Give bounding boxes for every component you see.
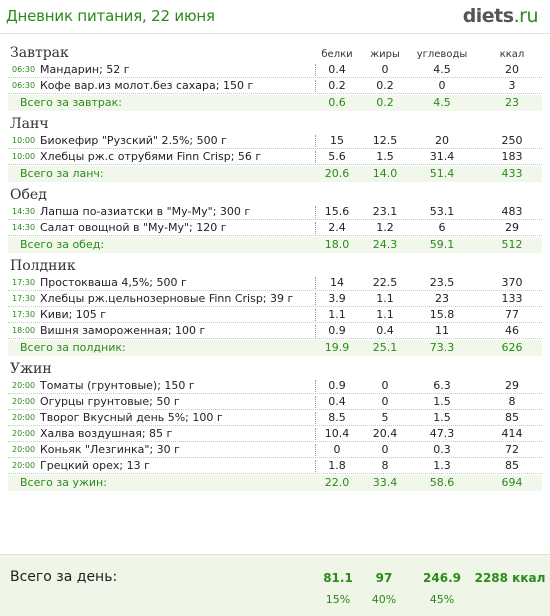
meal-title — [8, 115, 542, 133]
day-protein-percent: 15% — [325, 593, 351, 606]
food-protein: 0.4 — [328, 63, 346, 76]
food-fat: 5 — [381, 411, 389, 424]
food-carbs: 6.3 — [433, 379, 451, 392]
food-kcal: 483 — [501, 205, 523, 218]
meal-total-protein: 22.0 — [324, 476, 350, 489]
meal-total-row — [8, 475, 542, 491]
food-name[interactable]: Огурцы грунтовые; 50 г — [40, 395, 180, 408]
meal-total-carbs: 51.4 — [429, 167, 455, 180]
food-carbs: 1.3 — [433, 459, 451, 472]
food-name[interactable]: Мандарин; 52 г — [40, 63, 130, 76]
site-logo[interactable] — [463, 5, 538, 27]
food-row[interactable] — [8, 220, 542, 236]
meal-title-text: Полдник — [10, 258, 76, 274]
page-title: Дневник питания, 22 июня — [6, 7, 215, 25]
food-kcal: 3 — [508, 79, 516, 92]
food-name[interactable]: Халва воздушная; 85 г — [40, 427, 173, 440]
food-fat: 0 — [381, 63, 389, 76]
day-total-fat: 97 — [375, 571, 393, 585]
food-kcal: 85 — [505, 459, 519, 472]
food-row[interactable] — [8, 204, 542, 220]
meal-total-fat: 14.0 — [372, 167, 398, 180]
meal-section — [8, 360, 542, 491]
food-carbs: 23.5 — [429, 276, 455, 289]
food-fat: 12.5 — [372, 134, 398, 147]
food-carbs: 15.8 — [429, 308, 455, 321]
food-row[interactable] — [8, 426, 542, 442]
food-kcal: 29 — [505, 221, 519, 234]
food-row[interactable] — [8, 394, 542, 410]
meal-title-text: Ланч — [10, 116, 49, 132]
meal-total-carbs: 4.5 — [433, 96, 451, 109]
food-fat: 23.1 — [372, 205, 398, 218]
food-protein: 0.9 — [328, 379, 346, 392]
food-time: 17:30 — [12, 294, 36, 303]
food-kcal: 77 — [505, 308, 519, 321]
food-name[interactable]: Хлебцы рж.цельнозерновые Finn Crisp; 39 г — [40, 292, 294, 305]
food-row[interactable] — [8, 133, 542, 149]
day-fat-percent: 40% — [371, 593, 397, 606]
food-kcal: 183 — [501, 150, 523, 163]
food-carbs: 23 — [435, 292, 449, 305]
food-kcal: 250 — [501, 134, 523, 147]
day-total-carbs: 246.9 — [423, 571, 461, 585]
food-kcal: 8 — [508, 395, 516, 408]
meal-section — [8, 115, 542, 182]
food-name[interactable]: Томаты (грунтовые); 150 г — [40, 379, 195, 392]
food-name[interactable]: Вишня замороженная; 100 г — [40, 324, 206, 337]
food-carbs: 1.5 — [433, 411, 451, 424]
food-time: 10:00 — [12, 136, 36, 145]
meal-section — [8, 257, 542, 356]
column-header-carbs: углеводы — [416, 49, 468, 60]
food-fat: 22.5 — [372, 276, 398, 289]
meal-total-label: Всего за обед: — [20, 238, 105, 251]
meal-total-label: Всего за завтрак: — [20, 96, 123, 109]
meal-title-text: Завтрак — [10, 45, 69, 61]
meal-title — [8, 186, 542, 204]
meal-total-label: Всего за полдник: — [20, 341, 126, 354]
food-fat: 0.4 — [376, 324, 394, 337]
food-fat: 1.1 — [376, 308, 394, 321]
food-fat: 20.4 — [372, 427, 398, 440]
meal-total-fat: 0.2 — [376, 96, 394, 109]
food-kcal: 370 — [501, 276, 523, 289]
food-row[interactable] — [8, 291, 542, 307]
food-protein: 3.9 — [328, 292, 346, 305]
food-protein: 1.1 — [328, 308, 346, 321]
meal-total-row — [8, 95, 542, 111]
food-row[interactable] — [8, 78, 542, 94]
food-fat: 0 — [381, 395, 389, 408]
meal-total-label: Всего за ужин: — [20, 476, 107, 489]
food-name[interactable]: Биокефир "Рузский" 2.5%; 500 г — [40, 134, 227, 147]
food-fat: 1.5 — [376, 150, 394, 163]
column-header-kcal: ккал — [499, 49, 525, 60]
food-name[interactable]: Коньяк "Лезгинка"; 30 г — [40, 443, 180, 456]
food-protein: 10.4 — [324, 427, 350, 440]
meal-total-label: Всего за ланч: — [20, 167, 104, 180]
food-time: 14:30 — [12, 223, 36, 232]
food-protein: 2.4 — [328, 221, 346, 234]
food-fat: 1.1 — [376, 292, 394, 305]
meal-title — [8, 44, 542, 62]
food-time: 20:00 — [12, 429, 36, 438]
meal-total-row — [8, 166, 542, 182]
food-time: 17:30 — [12, 278, 36, 287]
day-carbs-percent: 45% — [429, 593, 455, 606]
food-row[interactable] — [8, 442, 542, 458]
food-name[interactable]: Хлебцы рж.с отрубями Finn Crisp; 56 г — [40, 150, 262, 163]
meal-total-carbs: 59.1 — [429, 238, 455, 251]
food-name[interactable]: Салат овощной в "Му-Му"; 120 г — [40, 221, 227, 234]
food-kcal: 20 — [505, 63, 519, 76]
day-total-protein: 81.1 — [323, 571, 353, 585]
meal-title-text: Обед — [10, 187, 47, 203]
meal-total-row — [8, 237, 542, 253]
food-time: 20:00 — [12, 445, 36, 454]
food-fat: 0 — [381, 443, 389, 456]
food-time: 20:00 — [12, 397, 36, 406]
food-time: 10:00 — [12, 152, 36, 161]
meal-total-kcal: 23 — [505, 96, 519, 109]
meal-total-row — [8, 340, 542, 356]
food-time: 20:00 — [12, 413, 36, 422]
food-fat: 8 — [381, 459, 389, 472]
meal-total-protein: 20.6 — [324, 167, 350, 180]
meal-total-fat: 24.3 — [372, 238, 398, 251]
food-name[interactable]: Творог Вкусный день 5%; 100 г — [40, 411, 223, 424]
meal-total-kcal: 626 — [501, 341, 523, 354]
food-name[interactable]: Кофе вар.из молот.без сахара; 150 г — [40, 79, 254, 92]
food-row[interactable] — [8, 458, 542, 474]
day-total-bar — [0, 554, 550, 616]
food-protein: 15.6 — [324, 205, 350, 218]
food-carbs: 47.3 — [429, 427, 455, 440]
food-fat: 0 — [381, 379, 389, 392]
food-fat: 1.2 — [376, 221, 394, 234]
meal-total-kcal: 512 — [501, 238, 523, 251]
food-carbs: 6 — [438, 221, 446, 234]
meal-total-carbs: 58.6 — [429, 476, 455, 489]
food-kcal: 133 — [501, 292, 523, 305]
meal-title-text: Ужин — [10, 361, 52, 377]
food-carbs: 0.3 — [433, 443, 451, 456]
food-time: 17:30 — [12, 310, 36, 319]
food-kcal: 29 — [505, 379, 519, 392]
column-header-protein: белки — [321, 49, 353, 60]
food-name[interactable]: Грецкий орех; 13 г — [40, 459, 150, 472]
food-time: 20:00 — [12, 461, 36, 470]
food-protein: 15 — [330, 134, 344, 147]
food-row[interactable] — [8, 307, 542, 323]
food-name[interactable]: Лапша по-азиатски в "Му-Му"; 300 г — [40, 205, 251, 218]
page-header — [0, 0, 550, 34]
food-row[interactable] — [8, 410, 542, 426]
food-time: 14:30 — [12, 207, 36, 216]
food-carbs: 1.5 — [433, 395, 451, 408]
logo-main: diets — [462, 5, 514, 27]
food-carbs: 53.1 — [429, 205, 455, 218]
food-protein: 8.5 — [328, 411, 346, 424]
food-fat: 0.2 — [376, 79, 394, 92]
food-kcal: 72 — [505, 443, 519, 456]
day-total-kcal: 2288 ккал — [474, 571, 546, 585]
food-kcal: 46 — [505, 324, 519, 337]
food-carbs: 11 — [435, 324, 449, 337]
day-total-label: Всего за день: — [10, 569, 118, 585]
food-time: 18:00 — [12, 326, 36, 335]
meal-total-protein: 19.9 — [324, 341, 350, 354]
meal-total-carbs: 73.3 — [429, 341, 455, 354]
food-name[interactable]: Простокваша 4,5%; 500 г — [40, 276, 187, 289]
food-protein: 5.6 — [328, 150, 346, 163]
meal-title — [8, 360, 542, 378]
meal-section — [8, 186, 542, 253]
food-row[interactable] — [8, 275, 542, 291]
food-protein: 0 — [333, 443, 341, 456]
meals-list — [8, 44, 542, 495]
food-row[interactable] — [8, 323, 542, 339]
meal-total-kcal: 433 — [501, 167, 523, 180]
logo-tld: .ru — [513, 5, 538, 27]
food-name[interactable]: Киви; 105 г — [40, 308, 107, 321]
meal-total-kcal: 694 — [501, 476, 523, 489]
meal-total-fat: 33.4 — [372, 476, 398, 489]
food-protein: 0.4 — [328, 395, 346, 408]
meal-total-protein: 0.6 — [328, 96, 346, 109]
meal-title — [8, 257, 542, 275]
food-time: 06:30 — [12, 65, 36, 74]
food-protein: 0.9 — [328, 324, 346, 337]
meal-total-protein: 18.0 — [324, 238, 350, 251]
food-carbs: 31.4 — [429, 150, 455, 163]
food-kcal: 85 — [505, 411, 519, 424]
food-carbs: 4.5 — [433, 63, 451, 76]
food-kcal: 414 — [501, 427, 523, 440]
food-protein: 14 — [330, 276, 344, 289]
food-carbs: 0 — [438, 79, 446, 92]
meal-section — [8, 44, 542, 111]
food-row[interactable] — [8, 378, 542, 394]
meal-total-fat: 25.1 — [372, 341, 398, 354]
food-carbs: 20 — [435, 134, 449, 147]
food-row[interactable] — [8, 62, 542, 78]
column-header-fat: жиры — [370, 49, 400, 60]
food-protein: 1.8 — [328, 459, 346, 472]
food-time: 20:00 — [12, 381, 36, 390]
food-time: 06:30 — [12, 81, 36, 90]
food-protein: 0.2 — [328, 79, 346, 92]
food-row[interactable] — [8, 149, 542, 165]
